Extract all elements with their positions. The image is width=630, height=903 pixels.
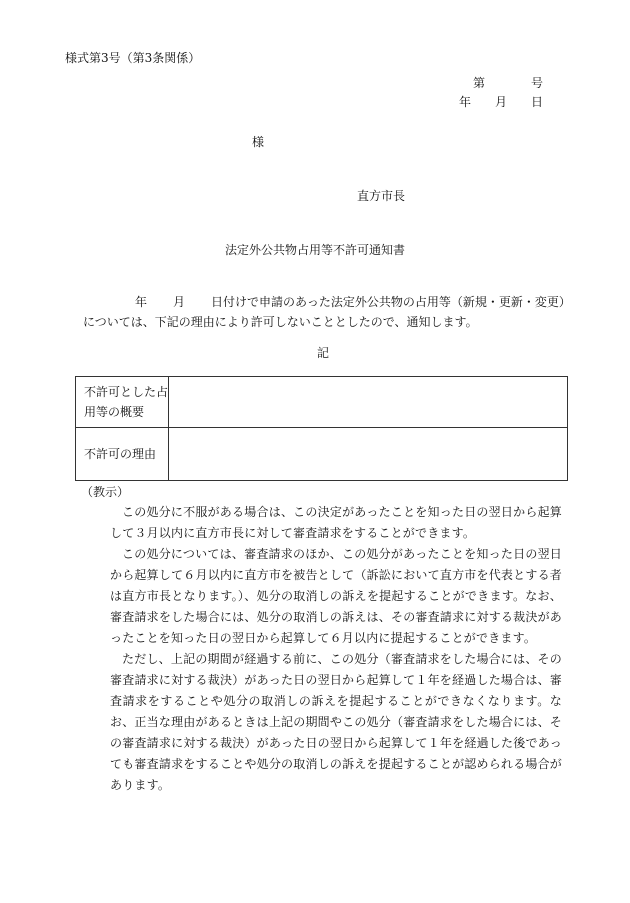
body-text: 日付けで申請のあった法定外公共物の占用等（新規・更新・変更）については、下記の理由により許可しないこととしたので、通知します。 — [83, 295, 571, 329]
table-row-summary — [76, 377, 568, 428]
issuer-name: 直方市長 — [357, 189, 406, 203]
kyoji-paragraph: この処分に不服がある場合は、この決定があったことを知った日の翌日から起算して３月以内に直方市長に対して審査請求をすることができます。 — [110, 505, 562, 540]
body-year: 年 — [135, 295, 148, 309]
number-suffix: 号 — [530, 76, 543, 90]
summary-value — [169, 377, 568, 428]
table-row-reason — [76, 428, 568, 481]
date-year: 年 — [458, 95, 471, 109]
document-number-line — [473, 77, 543, 89]
document-title: 法定外公共物占用等不許可通知書 — [225, 243, 406, 257]
details-table — [75, 376, 568, 481]
date-month: 月 — [494, 95, 507, 109]
date-day: 日 — [530, 95, 543, 109]
reason-label: 不許可の理由 — [76, 428, 169, 481]
kyoji-paragraph: ただし、上記の期間が経過する前に、この処分（審査請求をした場合には、その審査請求に対する裁決）があった日の翌日から起算して１年を経過した場合は、審査請求をすることや処分の取消しの訴えを提起することができなくなります。なお、正当な理由があるときは上記の期間やこの処分（審査請求をした場合には、その審査請求に対する裁決）があった日の翌日から起算して１年を経過した後であっても審査請求をすることや処分の取消しの訴えを提起することが認められる場合があります。 — [110, 652, 562, 792]
body-month: 月 — [173, 295, 186, 309]
kyoji-heading: （教示） — [81, 485, 130, 499]
addressee-honorific: 様 — [252, 135, 265, 149]
form-label: 様式第3号（第3条関係） — [65, 51, 201, 65]
reason-value — [169, 428, 568, 481]
number-prefix: 第 — [472, 76, 485, 90]
summary-label: 不許可とした占用等の概要 — [76, 377, 169, 428]
kyoji-paragraph: この処分については、審査請求のほか、この処分があったことを知った日の翌日から起算して６月以内に直方市を被告として（訴訟において直方市を代表とする者は直方市長となります。）、処分の取消しの訴えを提起することができます。なお、審査請求をした場合には、処分の取消しの訴えは、その審査請求に対する裁決があったことを知った日の翌日から起算して６月以内に提起することができます。 — [110, 547, 562, 645]
kyoji-section — [110, 502, 562, 796]
ki-marker: 記 — [317, 346, 330, 360]
issue-date-line — [459, 96, 543, 108]
notice-body — [83, 292, 573, 332]
